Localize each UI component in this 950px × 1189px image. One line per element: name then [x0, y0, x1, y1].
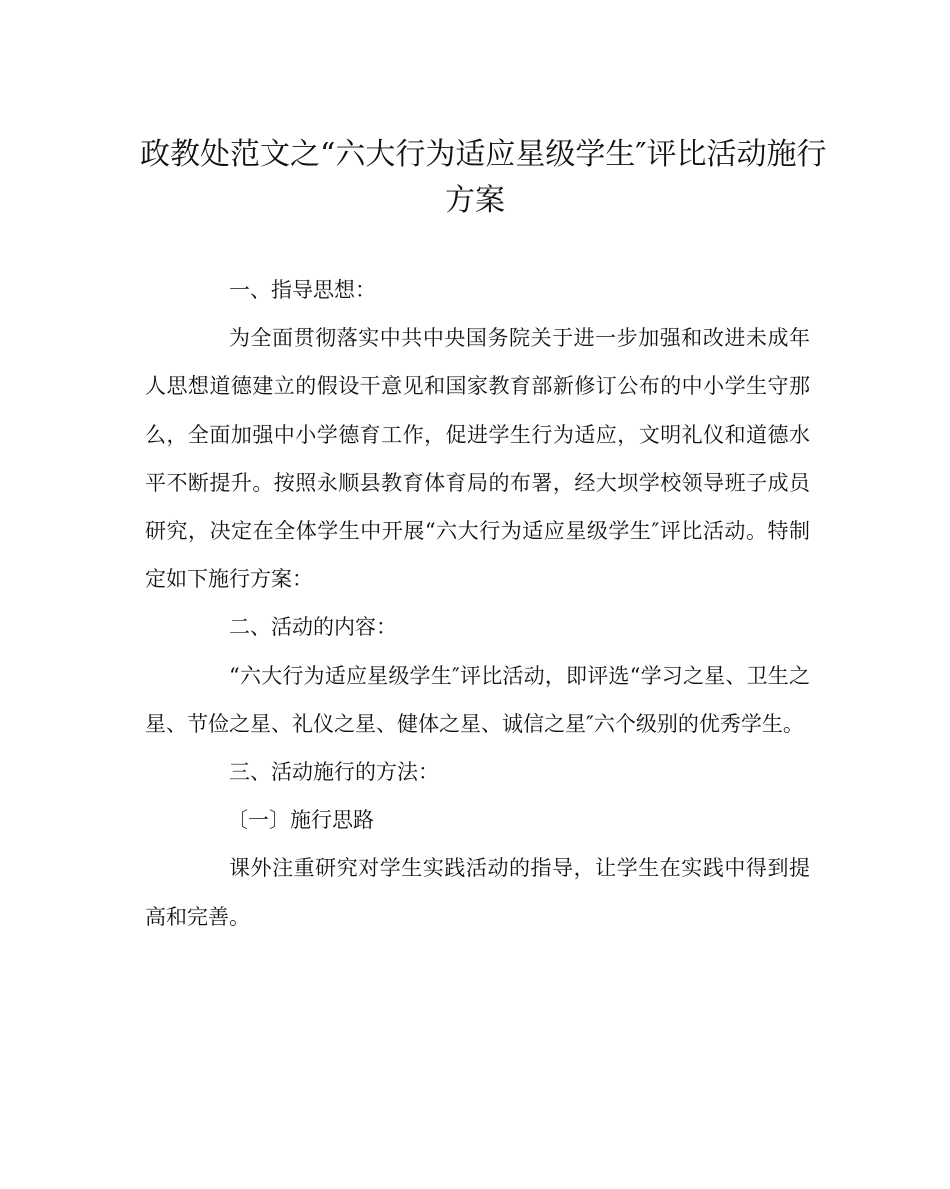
section-2-heading: 二、活动的内容： — [229, 615, 397, 640]
document-body — [145, 266, 810, 941]
section-3-subheading-1: 〔一〕施行思路 — [227, 808, 374, 833]
section-3-heading: 三、活动施行的方法： — [229, 760, 439, 785]
document-title — [140, 132, 827, 224]
section-3-sub1-paragraph: 课外注重研究对学生实践活动的指导，让学生在实践中得到提高和完善。 — [145, 856, 810, 929]
section-1-heading: 一、指导思想： — [229, 278, 376, 302]
title-line-1: 政教处范文之“六大行为适应星级学生″评比活动施行 — [140, 137, 827, 172]
section-1-paragraph: 为全面贯彻落实中共中央国务院关于进一步加强和改进未成年人思想道德建立的假设干意见和国家教育部新修订公布的中小学生守那么，全面加强中小学德育工作，促进学生行为适应，文明礼仪和道德水平不断提升。按照永顺县教育体育局的布署，经大坝学校领导班子成员研究，决定在全体学生中开展“六大行为适应星级学生″评比活动。特制定如下施行方案： — [145, 326, 810, 592]
title-line-2: 方案 — [445, 183, 505, 218]
section-2-paragraph: “六大行为适应星级学生″评比活动，即评选“学习之星、卫生之星、节俭之星、礼仪之星、健体之星、诚信之星″六个级别的优秀学生。 — [145, 663, 810, 736]
